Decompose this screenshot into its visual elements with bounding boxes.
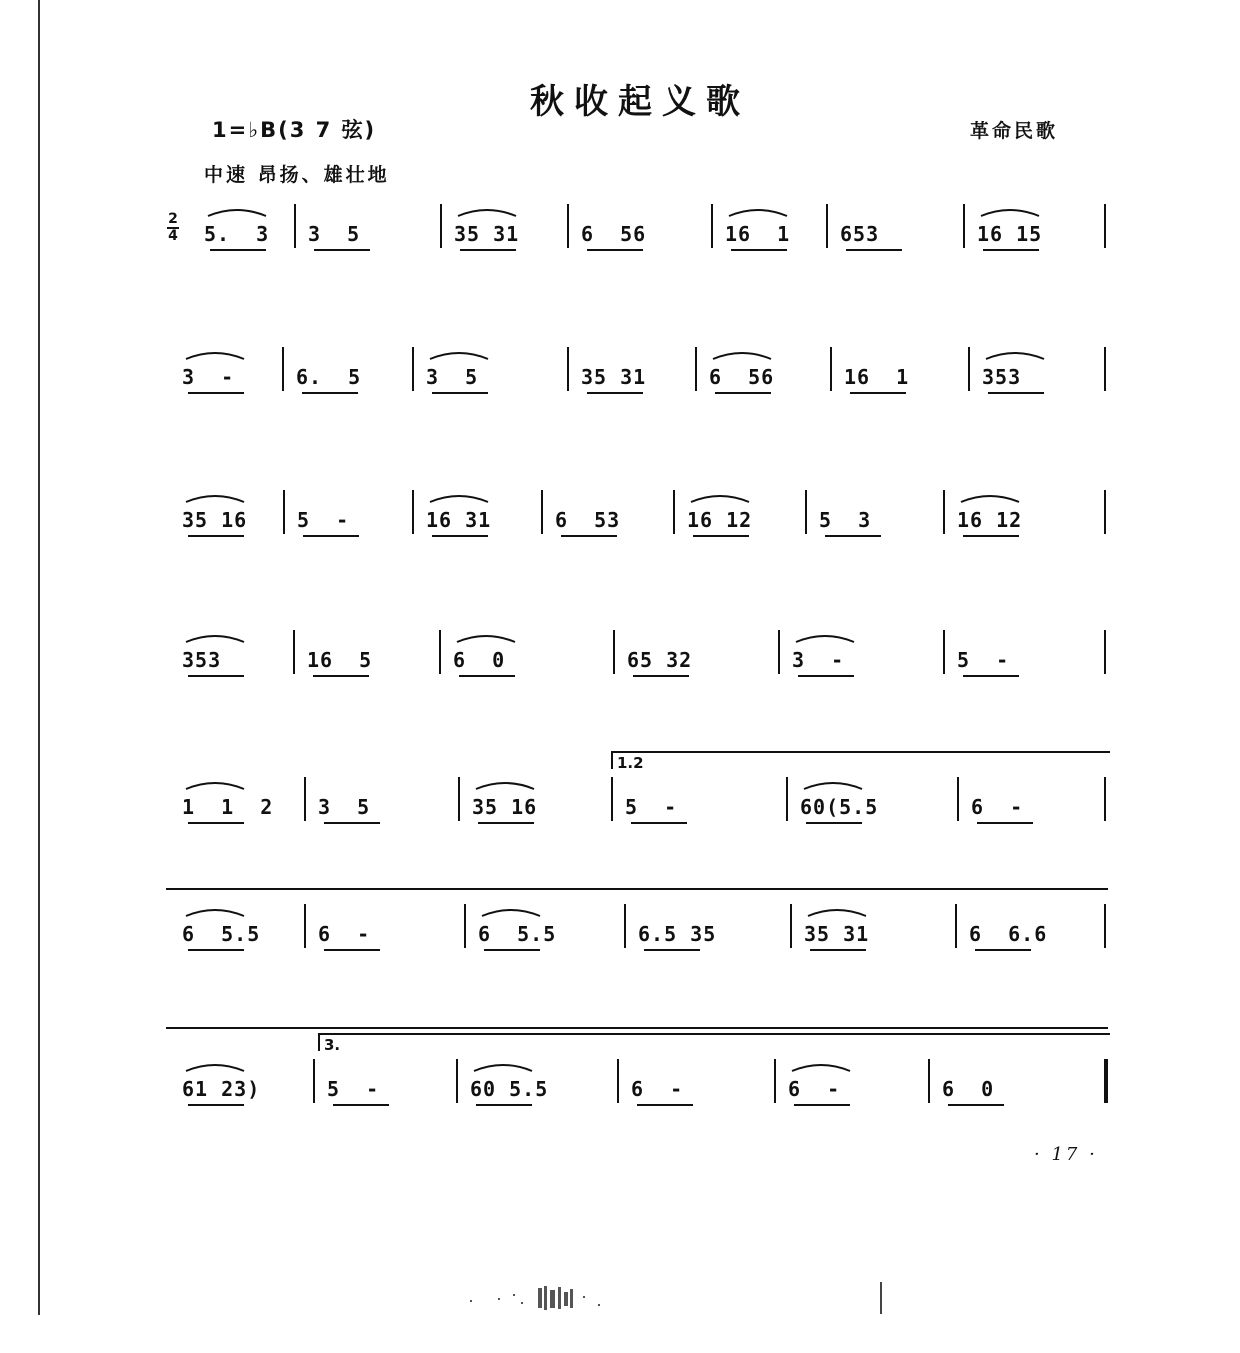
measure: 353 — [182, 648, 222, 672]
measure: 6 56 — [709, 365, 775, 389]
measure: 6 5.5 — [182, 922, 261, 946]
measure: 3 - — [182, 365, 235, 389]
measure: 3 5 — [426, 365, 479, 389]
time-signature-top: 2 — [168, 211, 178, 227]
measure: 16 1 — [725, 222, 791, 246]
page-number: · 17 · — [1034, 1144, 1098, 1165]
measure: 5 - — [957, 648, 1010, 672]
measure: 16 1 — [844, 365, 910, 389]
measure: 6 5.5 — [478, 922, 557, 946]
measure: 3 5 — [308, 222, 361, 246]
tempo-marking: 中速 昂扬、雄壮地 — [204, 164, 390, 186]
measure: 6 - — [318, 922, 371, 946]
measure: 35 16 — [472, 795, 538, 819]
measure: 60 5.5 — [470, 1077, 549, 1101]
system-rule — [166, 1027, 1108, 1029]
measure: 16 12 — [957, 508, 1023, 532]
slur — [430, 496, 488, 502]
measure: 6 6.6 — [969, 922, 1048, 946]
slur — [792, 1065, 850, 1071]
measure: 61 23) — [182, 1077, 261, 1101]
measure: 6 53 — [555, 508, 621, 532]
measure: 6 0 — [453, 648, 506, 672]
slur — [186, 353, 244, 359]
slur — [961, 496, 1019, 502]
measure: 6 0 — [942, 1077, 995, 1101]
measure: 5 - — [327, 1077, 380, 1101]
slur — [981, 210, 1039, 216]
measure: 5 - — [625, 795, 678, 819]
composer-credit: 革命民歌 — [970, 120, 1059, 142]
key-signature: 1=♭B(3 7 弦) — [212, 118, 377, 142]
measure: 16 12 — [687, 508, 753, 532]
slur-marks — [0, 900, 1240, 960]
slur — [457, 636, 515, 642]
measure: 353 — [982, 365, 1022, 389]
volta-label: 1.2 — [617, 754, 644, 772]
slur — [808, 910, 866, 916]
slur-marks — [0, 200, 1240, 260]
slur — [186, 910, 244, 916]
slur — [482, 910, 540, 916]
measure: 60(5.5 — [800, 795, 879, 819]
song-title: 秋收起义歌 — [530, 82, 750, 122]
measure: 6 - — [631, 1077, 684, 1101]
measure: 35 31 — [581, 365, 647, 389]
slur — [208, 210, 266, 216]
slur-marks — [0, 773, 1240, 833]
slur — [729, 210, 787, 216]
measure: 35 31 — [804, 922, 870, 946]
slur — [713, 353, 771, 359]
measure: 6. 5 — [296, 365, 362, 389]
slur-marks — [0, 486, 1240, 546]
measure: 3 5 — [318, 795, 371, 819]
time-signature-bottom: 4 — [168, 228, 178, 244]
measure: 65 32 — [627, 648, 693, 672]
measure: 3 - — [792, 648, 845, 672]
volta-bracket — [611, 751, 1110, 772]
slur — [186, 496, 244, 502]
slur — [474, 1065, 532, 1071]
slur — [186, 636, 244, 642]
measure: 5 - — [297, 508, 350, 532]
slur — [986, 353, 1044, 359]
measure: 35 16 — [182, 508, 248, 532]
measure: 16 31 — [426, 508, 492, 532]
page-edge-tick — [880, 1282, 882, 1314]
measure: 16 15 — [977, 222, 1043, 246]
measure: 653 — [840, 222, 880, 246]
measure: 5. 3 — [204, 222, 270, 246]
slur — [804, 783, 862, 789]
slur-marks — [0, 343, 1240, 403]
slur-marks — [0, 1055, 1240, 1115]
measure: 6 - — [971, 795, 1024, 819]
measure: 5 3 — [819, 508, 872, 532]
slur — [458, 210, 516, 216]
measure: 35 31 — [454, 222, 520, 246]
scan-noise-mark — [458, 1284, 608, 1312]
measure: 6 56 — [581, 222, 647, 246]
slur — [186, 783, 244, 789]
volta-bracket — [318, 1033, 1110, 1054]
measure: 6.5 35 — [638, 922, 717, 946]
slur — [691, 496, 749, 502]
slur — [796, 636, 854, 642]
slur — [186, 1065, 244, 1071]
volta-label: 3. — [324, 1036, 341, 1054]
measure: 16 5 — [307, 648, 373, 672]
measure: 6 - — [788, 1077, 841, 1101]
slur — [430, 353, 488, 359]
slur — [476, 783, 534, 789]
measure: 1 1 2 — [182, 795, 274, 819]
slur-marks — [0, 626, 1240, 686]
system-rule — [166, 888, 1108, 890]
